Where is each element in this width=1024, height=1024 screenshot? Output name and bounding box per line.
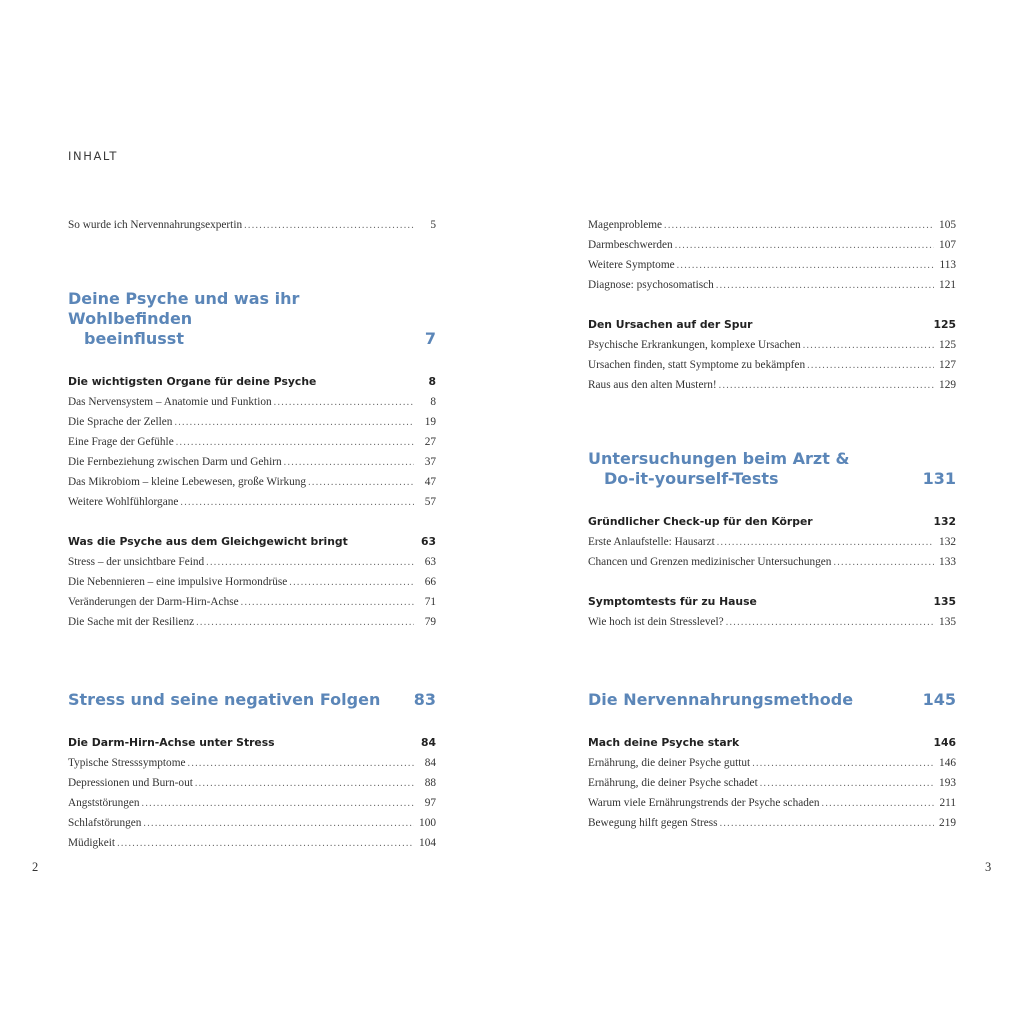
- dot-leader: [188, 757, 414, 771]
- entry-page: 19: [424, 416, 436, 428]
- entry-title: Typische Stresssymptome: [68, 757, 186, 769]
- section-heading[interactable]: Die Darm-Hirn-Achse unter Stress 84: [68, 736, 436, 749]
- entry-page: 37: [424, 456, 436, 468]
- section-heading[interactable]: Den Ursachen auf der Spur 125: [588, 318, 956, 331]
- dot-leader: [807, 359, 934, 373]
- section-heading[interactable]: Gründlicher Check-up für den Körper 132: [588, 515, 956, 528]
- dot-leader: [675, 239, 934, 253]
- entry-page: 125: [939, 339, 956, 351]
- entry-title: Ernährung, die deiner Psyche guttut: [588, 757, 751, 769]
- entry-page: 113: [939, 259, 956, 271]
- entry-title: Weitere Wohlfühlorgane: [68, 496, 179, 508]
- entry-title: Diagnose: psychosomatisch: [588, 279, 714, 291]
- toc-entry[interactable]: [68, 395, 436, 415]
- entry-title: Raus aus den alten Mustern!: [588, 379, 717, 391]
- dot-leader: [717, 536, 934, 550]
- page-number-left: 2: [32, 860, 39, 874]
- entry-page: 100: [419, 817, 436, 829]
- dot-leader: [664, 219, 934, 233]
- entry-title: Die Sprache der Zellen: [68, 416, 173, 428]
- entry-page: 211: [939, 797, 956, 809]
- entry-page: 27: [424, 436, 436, 448]
- toc-entry[interactable]: [68, 475, 436, 495]
- entry-page: 88: [424, 777, 436, 789]
- toc-heading: INHALT: [68, 149, 118, 163]
- dot-leader: [176, 436, 414, 450]
- section-heading[interactable]: Die wichtigsten Organe für deine Psyche 8: [68, 375, 436, 388]
- entry-page: 63: [424, 556, 436, 568]
- entry-title: Stress – der unsichtbare Feind: [68, 556, 205, 568]
- toc-entry[interactable]: [68, 816, 436, 836]
- entry-title: Eine Frage der Gefühle: [68, 436, 174, 448]
- entry-page: 84: [424, 757, 436, 769]
- entry-page: 127: [939, 359, 956, 371]
- entry-title: Die Sache mit der Resilienz: [68, 616, 195, 628]
- toc-entry[interactable]: [68, 415, 436, 435]
- section-heading[interactable]: Symptomtests für zu Hause 135: [588, 595, 956, 608]
- right-page-column: [588, 218, 956, 836]
- entry-title: Das Nervensystem – Anatomie und Funktion: [68, 396, 272, 408]
- entry-page: 135: [939, 616, 956, 628]
- entry-page: 193: [939, 777, 956, 789]
- entry-page: 129: [939, 379, 956, 391]
- entry-title: Veränderungen der Darm-Hirn-Achse: [68, 596, 239, 608]
- dot-leader: [274, 396, 414, 410]
- entry-page: 105: [939, 219, 956, 231]
- entry-page: 57: [424, 496, 436, 508]
- entry-title: Die Nebennieren – eine impulsive Hormondrüse: [68, 576, 288, 588]
- entry-page: 66: [424, 576, 436, 588]
- toc-entry[interactable]: [588, 278, 956, 298]
- entry-page: 146: [939, 757, 956, 769]
- entry-title: Ursachen finden, statt Symptome zu bekämpfen: [588, 359, 806, 371]
- toc-entry[interactable]: [68, 495, 436, 515]
- entry-page: 104: [419, 837, 436, 849]
- dot-leader: [752, 757, 934, 771]
- toc-entry[interactable]: [588, 238, 956, 258]
- entry-title: Magenprobleme: [588, 219, 663, 231]
- chapter-heading[interactable]: Stress und seine negativen Folgen 83: [68, 690, 436, 709]
- dot-leader: [833, 556, 934, 570]
- entry-page: 107: [939, 239, 956, 251]
- toc-entry[interactable]: [68, 595, 436, 615]
- dot-leader: [143, 817, 414, 831]
- dot-leader: [803, 339, 934, 353]
- entry-title: Müdigkeit: [68, 837, 116, 849]
- dot-leader: [289, 576, 414, 590]
- entry-title: Depressionen und Burn-out: [68, 777, 193, 789]
- toc-entry[interactable]: [68, 435, 436, 455]
- toc-entry[interactable]: [68, 776, 436, 796]
- toc-entry[interactable]: [588, 615, 956, 635]
- toc-entry[interactable]: [68, 796, 436, 816]
- entry-title: Erste Anlaufstelle: Hausarzt: [588, 536, 715, 548]
- dot-leader: [720, 817, 934, 831]
- entry-title: Psychische Erkrankungen, komplexe Ursachen: [588, 339, 801, 351]
- section-heading[interactable]: Mach deine Psyche stark 146: [588, 736, 956, 749]
- dot-leader: [244, 219, 414, 233]
- dot-leader: [174, 416, 414, 430]
- entry-title: Ernährung, die deiner Psyche schadet: [588, 777, 758, 789]
- entry-title: Bewegung hilft gegen Stress: [588, 817, 718, 829]
- toc-entry[interactable]: [588, 776, 956, 796]
- entry-page: 79: [424, 616, 436, 628]
- entry-page: 97: [424, 797, 436, 809]
- toc-entry[interactable]: [588, 378, 956, 398]
- entry-page: 121: [939, 279, 956, 291]
- toc-entry[interactable]: [588, 756, 956, 776]
- dot-leader: [117, 837, 414, 851]
- dot-leader: [760, 777, 934, 791]
- left-page-column: [68, 218, 436, 856]
- entry-title: Angststörungen: [68, 797, 140, 809]
- page-number-right: 3: [985, 860, 992, 874]
- dot-leader: [822, 797, 934, 811]
- dot-leader: [726, 616, 934, 630]
- toc-entry[interactable]: [588, 258, 956, 278]
- chapter-heading[interactable]: Die Nervennahrungsmethode 145: [588, 690, 956, 709]
- dot-leader: [716, 279, 934, 293]
- dot-leader: [195, 777, 414, 791]
- toc-entry[interactable]: [68, 455, 436, 475]
- dot-leader: [719, 379, 934, 393]
- toc-entry[interactable]: [68, 615, 436, 635]
- section-heading[interactable]: Was die Psyche aus dem Gleichgewicht bringt 63: [68, 535, 436, 548]
- entry-page: 5: [430, 219, 436, 231]
- entry-page: 47: [424, 476, 436, 488]
- toc-entry[interactable]: [68, 836, 436, 856]
- dot-leader: [241, 596, 414, 610]
- entry-page: 132: [939, 536, 956, 548]
- toc-entry[interactable]: [588, 358, 956, 378]
- entry-title: Weitere Symptome: [588, 259, 675, 271]
- chapter-heading[interactable]: Deine Psyche und was ihr Wohlbefinden beeinflusst 7: [68, 289, 436, 348]
- dot-leader: [196, 616, 414, 630]
- toc-entry[interactable]: [588, 218, 956, 238]
- chapter-heading[interactable]: Untersuchungen beim Arzt & Do-it-yourself-Tests 131: [588, 449, 956, 488]
- dot-leader: [677, 259, 934, 273]
- toc-entry[interactable]: [588, 535, 956, 555]
- dot-leader: [142, 797, 414, 811]
- entry-title: Chancen und Grenzen medizinischer Untersuchungen: [588, 556, 832, 568]
- entry-title: Darmbeschwerden: [588, 239, 673, 251]
- entry-title: Die Fernbeziehung zwischen Darm und Gehirn: [68, 456, 282, 468]
- toc-entry[interactable]: [68, 756, 436, 776]
- toc-entry[interactable]: [68, 555, 436, 575]
- entry-title: So wurde ich Nervennahrungsexpertin: [68, 219, 243, 231]
- entry-title: Wie hoch ist dein Stresslevel?: [588, 616, 724, 628]
- entry-title: Schlafstörungen: [68, 817, 142, 829]
- toc-entry[interactable]: [588, 816, 956, 836]
- toc-entry[interactable]: [588, 338, 956, 358]
- entry-page: 219: [939, 817, 956, 829]
- entry-page: 71: [424, 596, 436, 608]
- toc-entry[interactable]: [588, 796, 956, 816]
- toc-entry[interactable]: [68, 218, 436, 238]
- dot-leader: [308, 476, 414, 490]
- entry-title: Warum viele Ernährungstrends der Psyche schaden: [588, 797, 820, 809]
- entry-page: 8: [430, 396, 436, 408]
- entry-page: 133: [939, 556, 956, 568]
- toc-entry[interactable]: [588, 555, 956, 575]
- toc-entry[interactable]: [68, 575, 436, 595]
- entry-title: Das Mikrobiom – kleine Lebewesen, große Wirkung: [68, 476, 307, 488]
- dot-leader: [180, 496, 414, 510]
- dot-leader: [206, 556, 414, 570]
- dot-leader: [284, 456, 414, 470]
